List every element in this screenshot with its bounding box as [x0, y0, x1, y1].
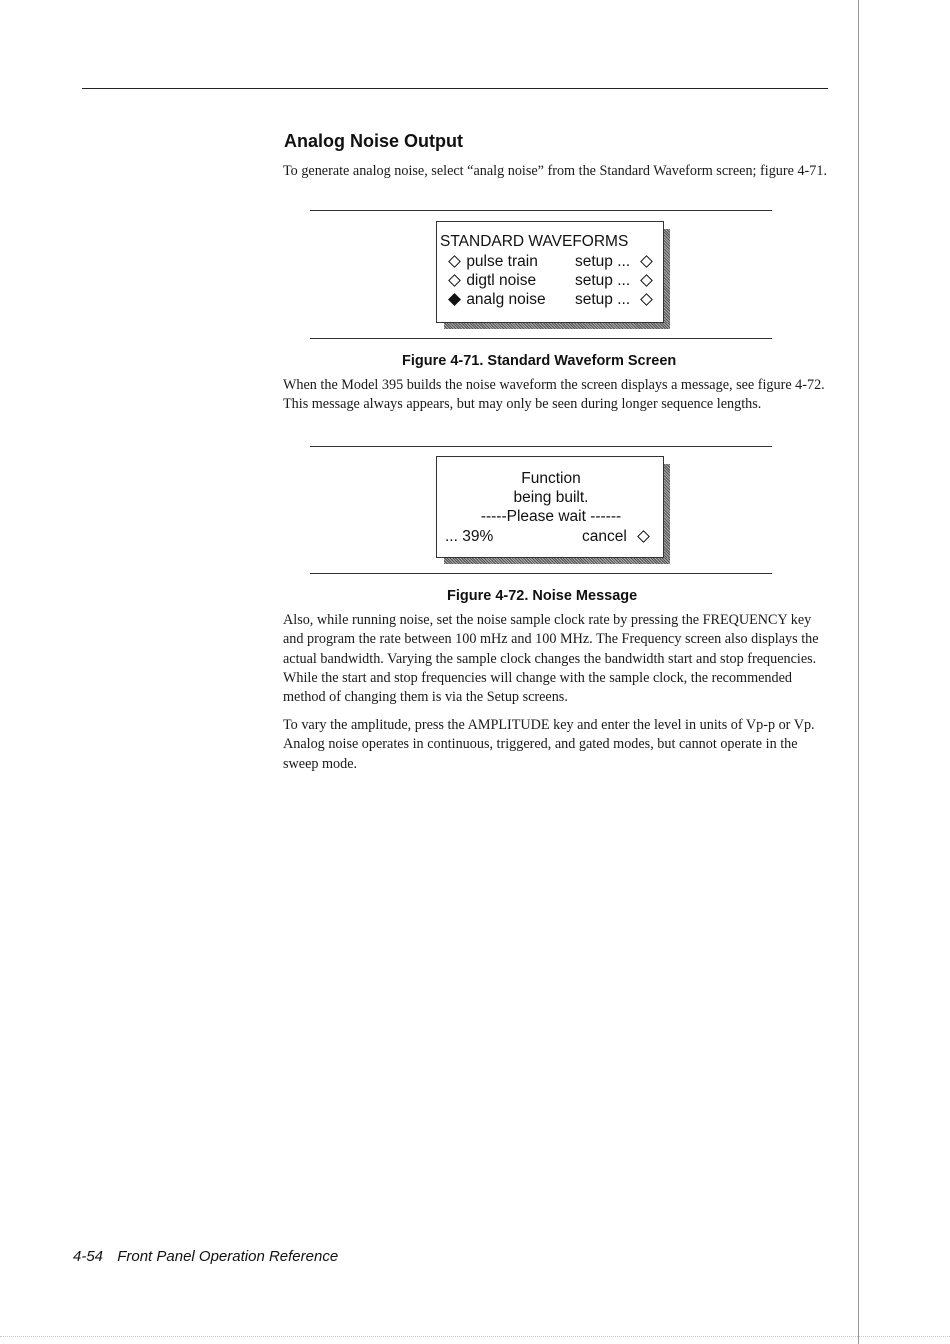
cancel-label: cancel	[582, 528, 627, 545]
figure-71-screen	[436, 221, 670, 329]
display-shadow	[444, 558, 670, 564]
setup-label: setup ...	[575, 253, 631, 270]
diamond-outline-icon	[637, 531, 650, 544]
page-footer	[73, 1248, 338, 1265]
diamond-outline-icon	[641, 275, 654, 288]
setup-label: setup ...	[575, 291, 631, 308]
message-line: being built.	[513, 489, 589, 506]
diamond-outline-icon	[448, 275, 461, 288]
page-edge	[858, 0, 859, 1344]
display-shadow	[664, 229, 670, 329]
screen-title: STANDARD WAVEFORMS	[440, 233, 629, 250]
figure-71-bottom-rule	[310, 338, 772, 339]
menu-row-analg-noise	[447, 291, 546, 309]
figure-71-top-rule	[310, 210, 772, 211]
message-line: Function	[521, 470, 581, 487]
figure-72-top-rule	[310, 446, 772, 447]
setup-label: setup ...	[575, 272, 631, 289]
top-rule	[82, 88, 828, 89]
cancel-option	[582, 528, 651, 546]
display-shadow	[444, 323, 670, 329]
noise-message-display	[436, 456, 664, 558]
display-shadow	[664, 464, 670, 564]
menu-row-digtl-noise	[447, 272, 536, 290]
diamond-outline-icon	[641, 294, 654, 307]
amplitude-paragraph: To vary the amplitude, press the AMPLITUDE key and enter the level in units of Vp-p or Vp. Analog noise operates in continuous, triggered, and gated modes, but cannot operate in the sweep mode.	[283, 717, 815, 772]
figure-71-caption: Figure 4-71. Standard Waveform Screen	[402, 353, 677, 369]
diamond-outline-icon	[641, 256, 654, 269]
setup-option	[575, 291, 654, 309]
section-heading: Analog Noise Output	[284, 131, 463, 151]
intro-paragraph: To generate analog noise, select “analg noise” from the Standard Waveform screen; figure 4-71.	[283, 163, 827, 179]
setup-option	[575, 272, 654, 290]
page-number: 4-54	[73, 1248, 104, 1265]
figure-72-caption: Figure 4-72. Noise Message	[447, 588, 638, 604]
figure-72-bottom-rule	[310, 573, 772, 574]
figure-72-screen	[436, 456, 670, 564]
menu-row-label: digtl noise	[466, 272, 537, 289]
frequency-paragraph: Also, while running noise, set the noise sample clock rate by pressing the FREQUENCY key and program the rate between 100 mHz and 100 MHz. The Frequency screen also displays the actual bandwidth. Varying the sample clock changes the bandwidth start and stop frequencies. While the start and stop frequencies will change with the sample clock, the recommended method of changing them is via the Setup screens.	[283, 612, 819, 706]
menu-row-pulse-train	[447, 253, 538, 271]
menu-row-label: pulse train	[466, 253, 538, 270]
diamond-outline-icon	[448, 256, 461, 269]
setup-option	[575, 253, 654, 271]
standard-waveforms-display	[436, 221, 664, 323]
scan-edge	[0, 1336, 950, 1337]
build-message-paragraph: When the Model 395 builds the noise waveform the screen displays a message, see figure 4-72. This message always appears, but may only be seen during longer sequence lengths.	[283, 377, 825, 413]
diamond-filled-icon	[448, 294, 461, 307]
please-wait-line: -----Please wait ------	[480, 508, 622, 525]
menu-row-label: analg noise	[466, 291, 546, 308]
footer-section-name: Front Panel Operation Reference	[117, 1248, 339, 1265]
progress-readout: ... 39%	[445, 528, 494, 545]
